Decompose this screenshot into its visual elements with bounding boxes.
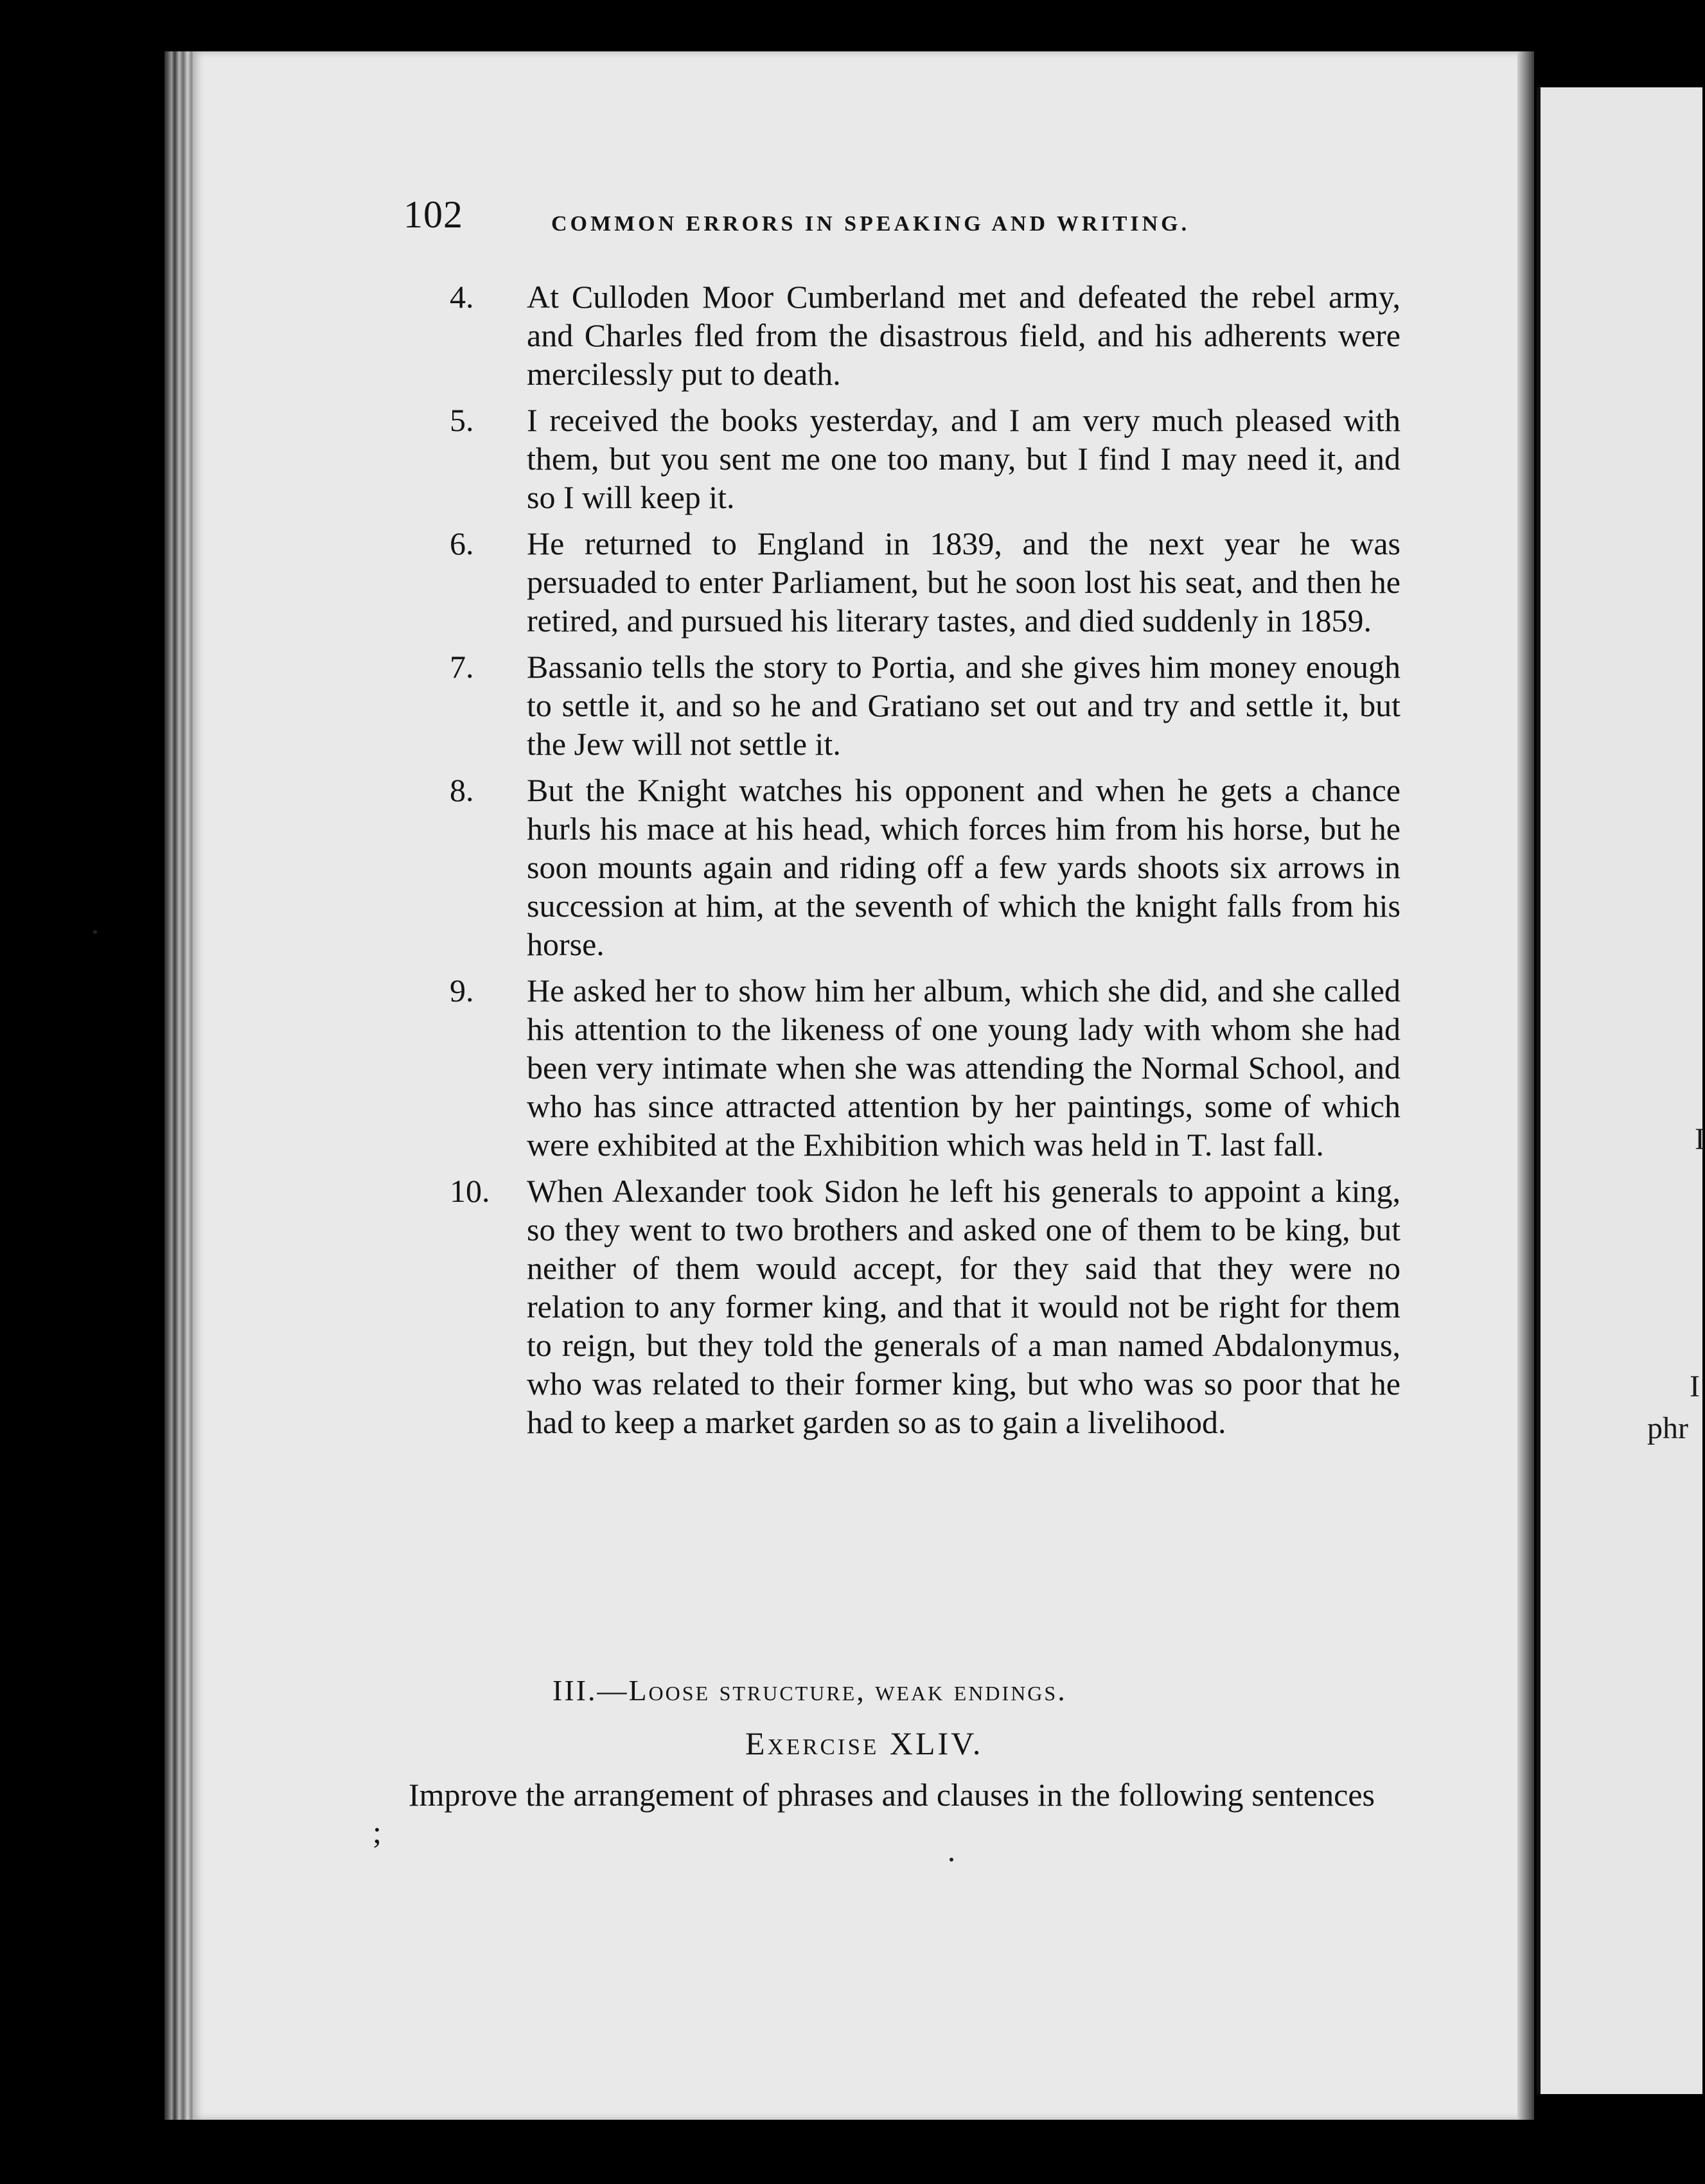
item-text: He returned to England in 1839, and the next year he was persuaded to enter Parliament, but he soon lost his seat, and then he retired, and pursued his literary tastes, and died suddenly in 1859.: [527, 525, 1400, 638]
adjacent-page: [1537, 87, 1705, 2094]
exercise-sentence-list: [411, 277, 1400, 1449]
page-gutter-shadow: [1517, 51, 1534, 2120]
page-number: 102: [403, 193, 463, 236]
item-number: 5.: [450, 402, 474, 438]
item-number: 8.: [450, 772, 474, 808]
scan-speck: [93, 930, 97, 934]
adjacent-page-fragment: I: [1690, 1369, 1700, 1404]
item-text: But the Knight watches his opponent and when he gets a chance hurls his mace at his head, which forces him from his horse, but he soon mounts again and riding off a few yards shoots six arrows in succession at him, at the seventh of which the knight falls from his horse.: [527, 772, 1400, 962]
item-text: When Alexander took Sidon he left his generals to appoint a king, so they went to two brothers and asked one of them to be king, but neither of them would accept, for they said that they were no relation to any former king, and that it would not be right for them to reign, but they told the generals of a man named Abdalonymus, who was related to their former king, but who was so poor that he had to keep a market garden so as to gain a livelihood.: [527, 1173, 1400, 1440]
item-text: At Culloden Moor Cumberland met and defeated the rebel army, and Charles fled from the disastrous field, and his adherents were mercilessly put to death.: [527, 279, 1400, 392]
list-item: [411, 401, 1400, 516]
running-head: COMMON ERRORS IN SPEAKING AND WRITING.: [551, 212, 1190, 236]
item-number: 7.: [450, 649, 474, 685]
item-text: Bassanio tells the story to Portia, and she gives him money enough to settle it, and so he and Gratiano set out and try and settle it, but the Jew will not settle it.: [527, 649, 1400, 762]
item-number: 10.: [450, 1173, 490, 1209]
adjacent-page-fragment: phr: [1647, 1411, 1688, 1445]
item-number: 6.: [450, 525, 474, 561]
item-text: He asked her to show him her album, which she did, and she called his attention to the likeness of one young lady with whom she had been very intimate when she was attending the Normal School, and who has since attracted attention by her paintings, some of which were exhibited at the Exhibition which was held in T. last fall.: [527, 973, 1400, 1163]
page-binding-edge: [164, 51, 197, 2120]
item-number: 4.: [450, 279, 474, 315]
page-header: [403, 193, 1258, 244]
adjacent-page-fragment: I: [1695, 1122, 1705, 1156]
list-item: [411, 1172, 1400, 1441]
item-text: I received the books yesterday, and I am very much pleased with them, but you sent me one too many, but I find I may need it, and so I will keep it.: [527, 402, 1400, 515]
list-item: [411, 277, 1400, 393]
exercise-title: Exercise XLIV.: [745, 1725, 984, 1761]
exercise-instructions: Improve the arrangement of phrases and clauses in the following sentences ;: [373, 1777, 1375, 1850]
list-item: [411, 771, 1400, 964]
list-item: [411, 971, 1400, 1164]
scan-speck: [950, 1858, 953, 1862]
section-heading: III.—Loose structure, weak endings.: [552, 1674, 1067, 1707]
list-item: [411, 647, 1400, 763]
item-number: 9.: [450, 973, 474, 1008]
list-item: [411, 524, 1400, 640]
